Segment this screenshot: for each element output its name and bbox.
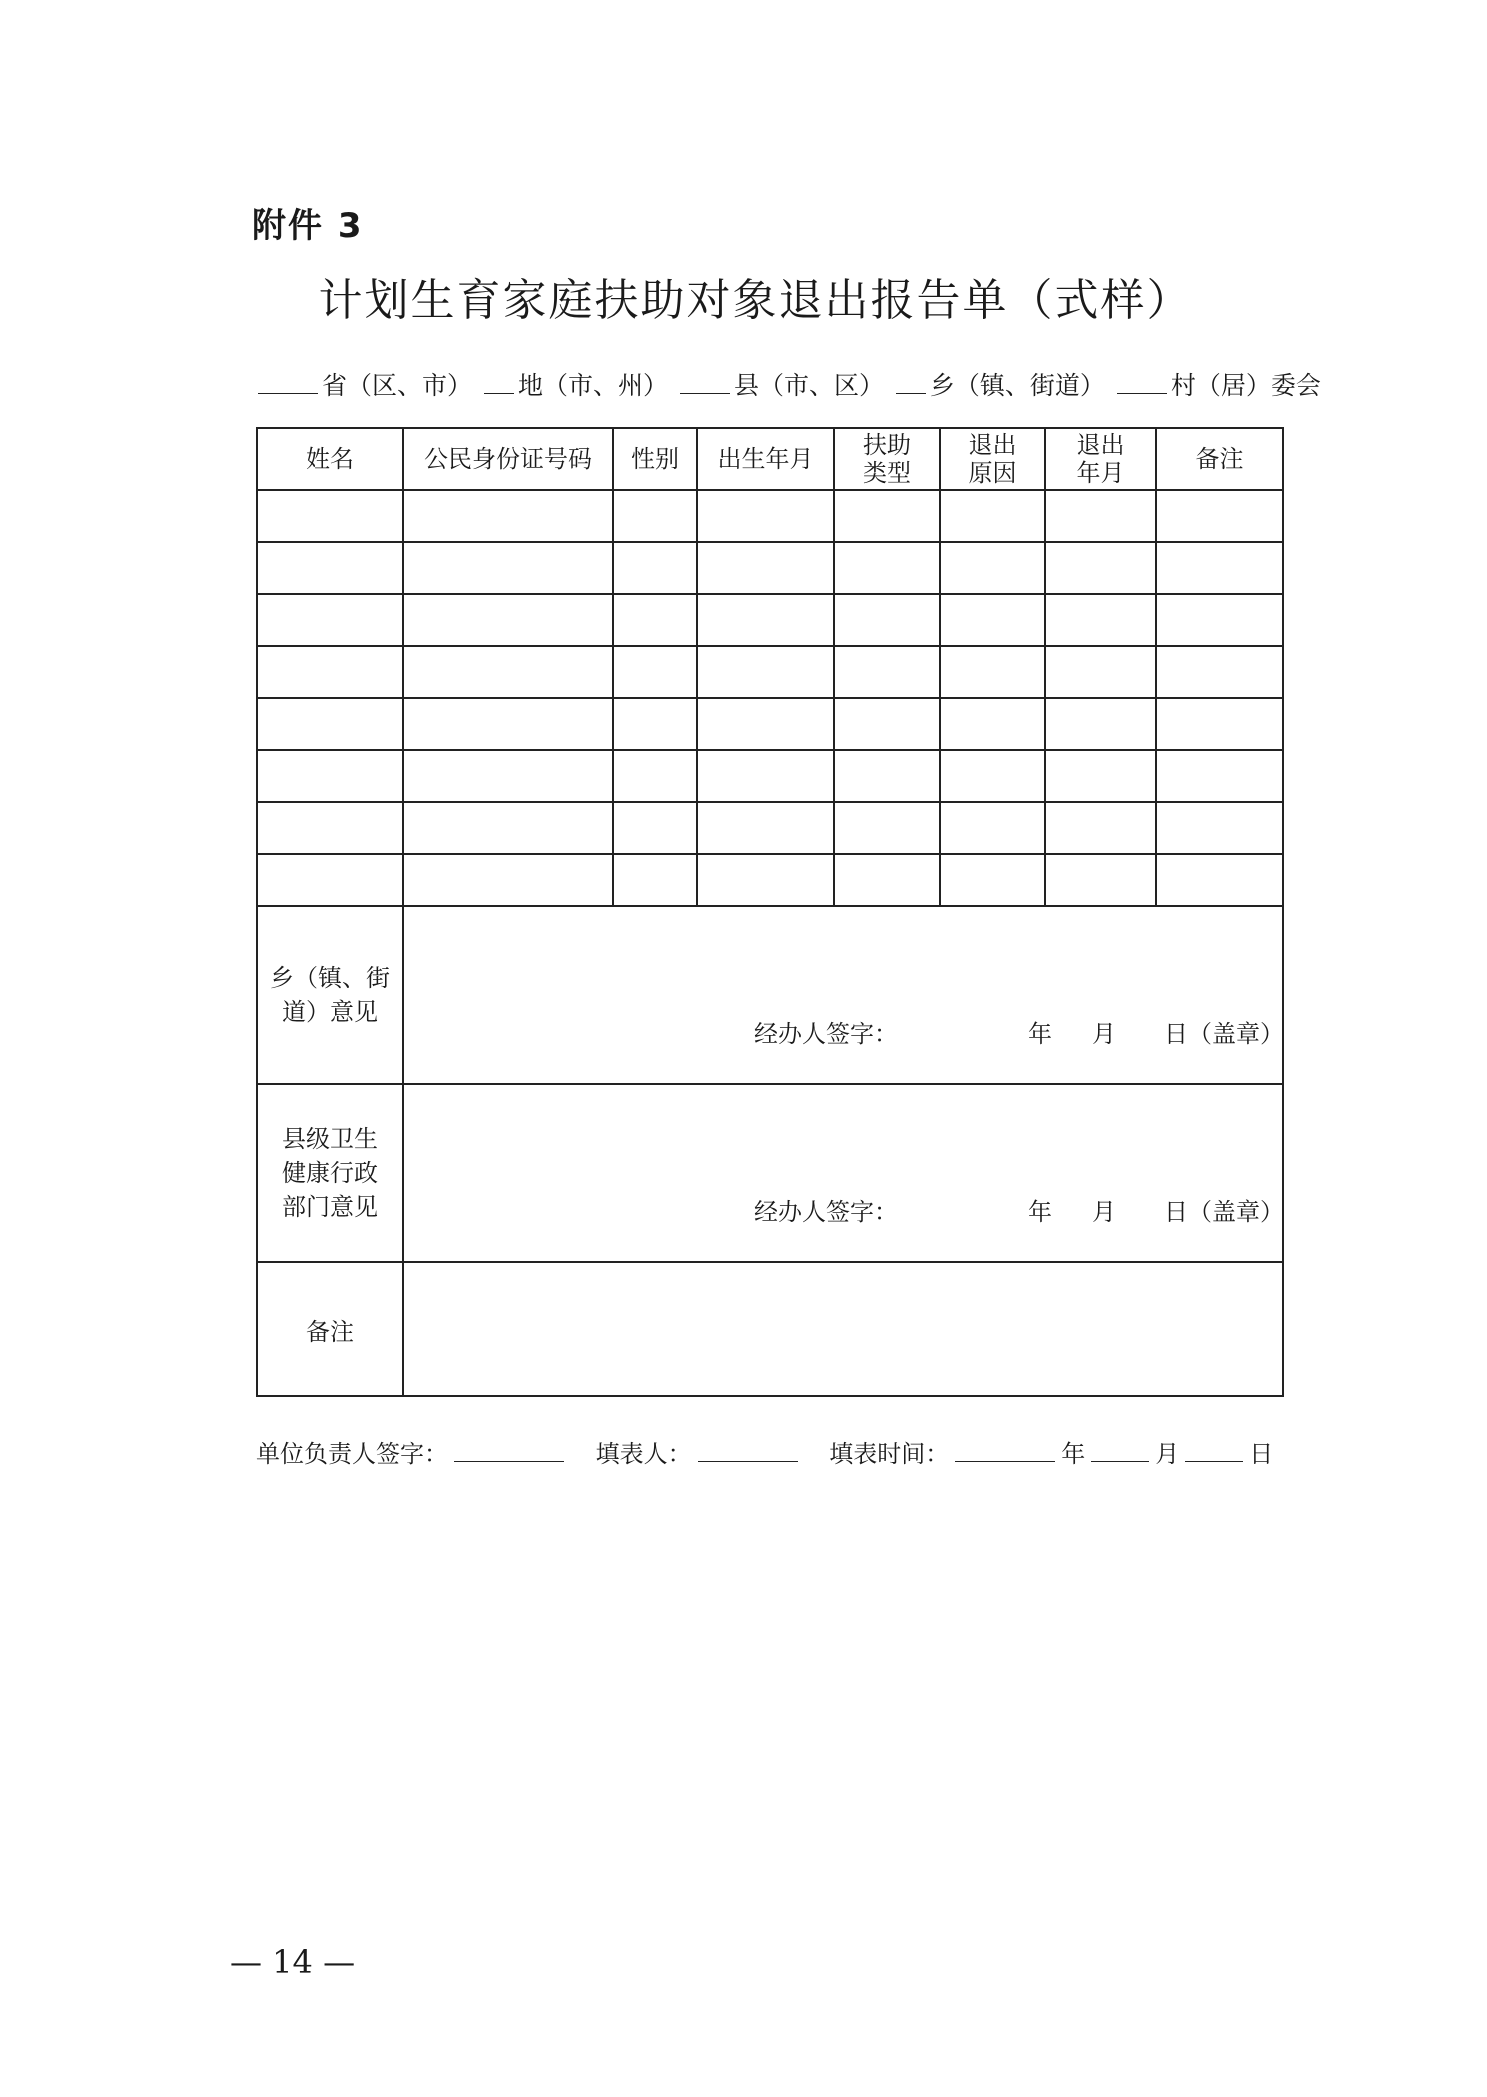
village-blank[interactable]: [1117, 371, 1167, 394]
table-cell[interactable]: [257, 750, 403, 802]
table-cell[interactable]: [697, 490, 834, 542]
table-cell[interactable]: [403, 490, 613, 542]
county-blank[interactable]: [680, 371, 730, 394]
table-cell[interactable]: [834, 750, 940, 802]
county-opinion-label: [257, 1084, 403, 1262]
table-cell[interactable]: [257, 594, 403, 646]
town-opinion-field[interactable]: [403, 906, 1283, 1084]
county-month-label: 月: [1092, 1198, 1116, 1226]
table-row: [257, 646, 1283, 698]
table-cell[interactable]: [403, 542, 613, 594]
header-remark: 备注: [1156, 428, 1283, 490]
town-opinion-row: [257, 906, 1283, 1084]
table-cell[interactable]: [834, 646, 940, 698]
table-cell[interactable]: [1156, 646, 1283, 698]
table-cell[interactable]: [1045, 646, 1156, 698]
header-exit-date-line1: 退出: [1076, 431, 1125, 459]
town-month-label: 月: [1092, 1020, 1116, 1048]
table-cell[interactable]: [613, 542, 697, 594]
town-label: 乡（镇、街道）: [929, 371, 1105, 400]
header-birth: 出生年月: [697, 428, 834, 490]
table-cell[interactable]: [940, 594, 1045, 646]
unit-head-label: 单位负责人签字：: [256, 1440, 448, 1468]
fill-year-label: 年: [1061, 1440, 1086, 1468]
county-day-seal-label: 日（盖章）: [1164, 1198, 1284, 1226]
village-label: 村（居）委会: [1170, 371, 1321, 400]
province-label: 省（区、市）: [322, 371, 473, 400]
county-signer-label: 经办人签字：: [754, 1198, 898, 1226]
table-row: [257, 490, 1283, 542]
header-support-type-line1: 扶助: [863, 431, 911, 459]
town-year-label: 年: [1028, 1020, 1052, 1048]
table-cell[interactable]: [257, 646, 403, 698]
town-sign-line: [754, 1014, 1284, 1049]
header-name: 姓名: [257, 428, 403, 490]
table-cell[interactable]: [1156, 594, 1283, 646]
county-opinion-field[interactable]: [403, 1084, 1283, 1262]
unit-head-blank[interactable]: [454, 1441, 564, 1462]
table-cell[interactable]: [697, 802, 834, 854]
county-year-label: 年: [1028, 1198, 1052, 1226]
table-cell[interactable]: [257, 542, 403, 594]
town-opinion-label: [257, 906, 403, 1084]
table-header-row: [257, 428, 1283, 490]
table-cell[interactable]: [834, 490, 940, 542]
remark-label: 备注: [257, 1262, 403, 1396]
table-cell[interactable]: [940, 802, 1045, 854]
table-cell[interactable]: [1156, 698, 1283, 750]
table-cell[interactable]: [940, 490, 1045, 542]
table-row: [257, 698, 1283, 750]
county-opinion-label-line3: 部门意见: [282, 1193, 378, 1221]
town-opinion-label-line2: 道）意见: [282, 998, 378, 1026]
filler-label: 填表人：: [595, 1440, 692, 1468]
table-cell[interactable]: [613, 594, 697, 646]
attachment-label: 附件 3: [252, 206, 364, 246]
page-number: — 14 —: [230, 1943, 356, 1981]
table-row: [257, 854, 1283, 906]
table-cell[interactable]: [697, 750, 834, 802]
table-cell[interactable]: [697, 698, 834, 750]
table-cell[interactable]: [257, 802, 403, 854]
table-cell[interactable]: [1156, 542, 1283, 594]
table-cell[interactable]: [1045, 802, 1156, 854]
table-cell[interactable]: [403, 854, 613, 906]
table-row: [257, 594, 1283, 646]
town-opinion-label-line1: 乡（镇、街: [270, 964, 390, 992]
table-cell[interactable]: [403, 594, 613, 646]
table-cell[interactable]: [834, 854, 940, 906]
filler-blank[interactable]: [698, 1441, 798, 1462]
header-support-type-line2: 类型: [863, 459, 911, 487]
header-exit-date-line2: 年月: [1076, 459, 1125, 487]
table-cell[interactable]: [1045, 750, 1156, 802]
prefecture-label: 地（市、州）: [517, 371, 668, 400]
town-blank[interactable]: [896, 371, 926, 394]
table-cell[interactable]: [257, 854, 403, 906]
header-exit-reason: [940, 428, 1045, 490]
table-cell[interactable]: [257, 698, 403, 750]
header-gender: 性别: [613, 428, 697, 490]
header-exit-reason-line2: 原因: [968, 459, 1017, 487]
table-cell[interactable]: [1045, 490, 1156, 542]
table-cell[interactable]: [403, 646, 613, 698]
town-signer-label: 经办人签字：: [754, 1020, 898, 1048]
table-cell[interactable]: [834, 594, 940, 646]
fill-year-blank[interactable]: [955, 1441, 1055, 1462]
fill-day-label: 日: [1249, 1440, 1274, 1468]
table-cell[interactable]: [613, 698, 697, 750]
fill-time-label: 填表时间：: [829, 1440, 950, 1468]
table-cell[interactable]: [1156, 490, 1283, 542]
footer-line: [256, 1434, 1273, 1469]
header-exit-reason-line1: 退出: [968, 431, 1017, 459]
table-cell[interactable]: [613, 490, 697, 542]
table-cell[interactable]: [1156, 750, 1283, 802]
fill-month-blank[interactable]: [1091, 1441, 1149, 1462]
table-cell[interactable]: [834, 542, 940, 594]
table-cell[interactable]: [940, 698, 1045, 750]
table-cell[interactable]: [257, 490, 403, 542]
table-cell[interactable]: [697, 594, 834, 646]
table-cell[interactable]: [1156, 802, 1283, 854]
county-sign-line: [754, 1192, 1284, 1227]
county-opinion-label-line2: 健康行政: [282, 1159, 378, 1187]
table-row: [257, 802, 1283, 854]
fill-month-label: 月: [1155, 1440, 1180, 1468]
remark-field[interactable]: [403, 1262, 1283, 1396]
province-blank[interactable]: [258, 371, 318, 394]
town-day-seal-label: 日（盖章）: [1164, 1020, 1284, 1048]
county-opinion-label-line1: 县级卫生: [282, 1125, 378, 1153]
table-cell[interactable]: [1156, 854, 1283, 906]
county-label: 县（市、区）: [733, 371, 884, 400]
fill-day-blank[interactable]: [1185, 1441, 1243, 1462]
prefecture-blank[interactable]: [484, 371, 514, 394]
table-cell[interactable]: [403, 802, 613, 854]
header-support-type: [834, 428, 940, 490]
table-cell[interactable]: [613, 854, 697, 906]
table-row: [257, 750, 1283, 802]
table-cell[interactable]: [403, 750, 613, 802]
table-cell[interactable]: [940, 750, 1045, 802]
table-cell[interactable]: [940, 854, 1045, 906]
table-cell[interactable]: [1045, 698, 1156, 750]
table-cell[interactable]: [1045, 594, 1156, 646]
table-cell[interactable]: [834, 802, 940, 854]
page-title: 计划生育家庭扶助对象退出报告单（式样）: [318, 275, 1193, 326]
table-cell[interactable]: [1045, 854, 1156, 906]
table-cell[interactable]: [940, 542, 1045, 594]
table-cell[interactable]: [1045, 542, 1156, 594]
table-cell[interactable]: [940, 646, 1045, 698]
header-id-number: 公民身份证号码: [403, 428, 613, 490]
table-cell[interactable]: [697, 542, 834, 594]
table-cell[interactable]: [613, 646, 697, 698]
table-cell[interactable]: [697, 646, 834, 698]
table-row: [257, 542, 1283, 594]
header-exit-date: [1045, 428, 1156, 490]
table-cell[interactable]: [834, 698, 940, 750]
exit-report-table: [256, 427, 1284, 1397]
table-cell[interactable]: [403, 698, 613, 750]
county-opinion-row: [257, 1084, 1283, 1262]
table-cell[interactable]: [613, 802, 697, 854]
address-line: [254, 366, 1321, 402]
table-cell[interactable]: [613, 750, 697, 802]
table-cell[interactable]: [697, 854, 834, 906]
remark-row: [257, 1262, 1283, 1396]
